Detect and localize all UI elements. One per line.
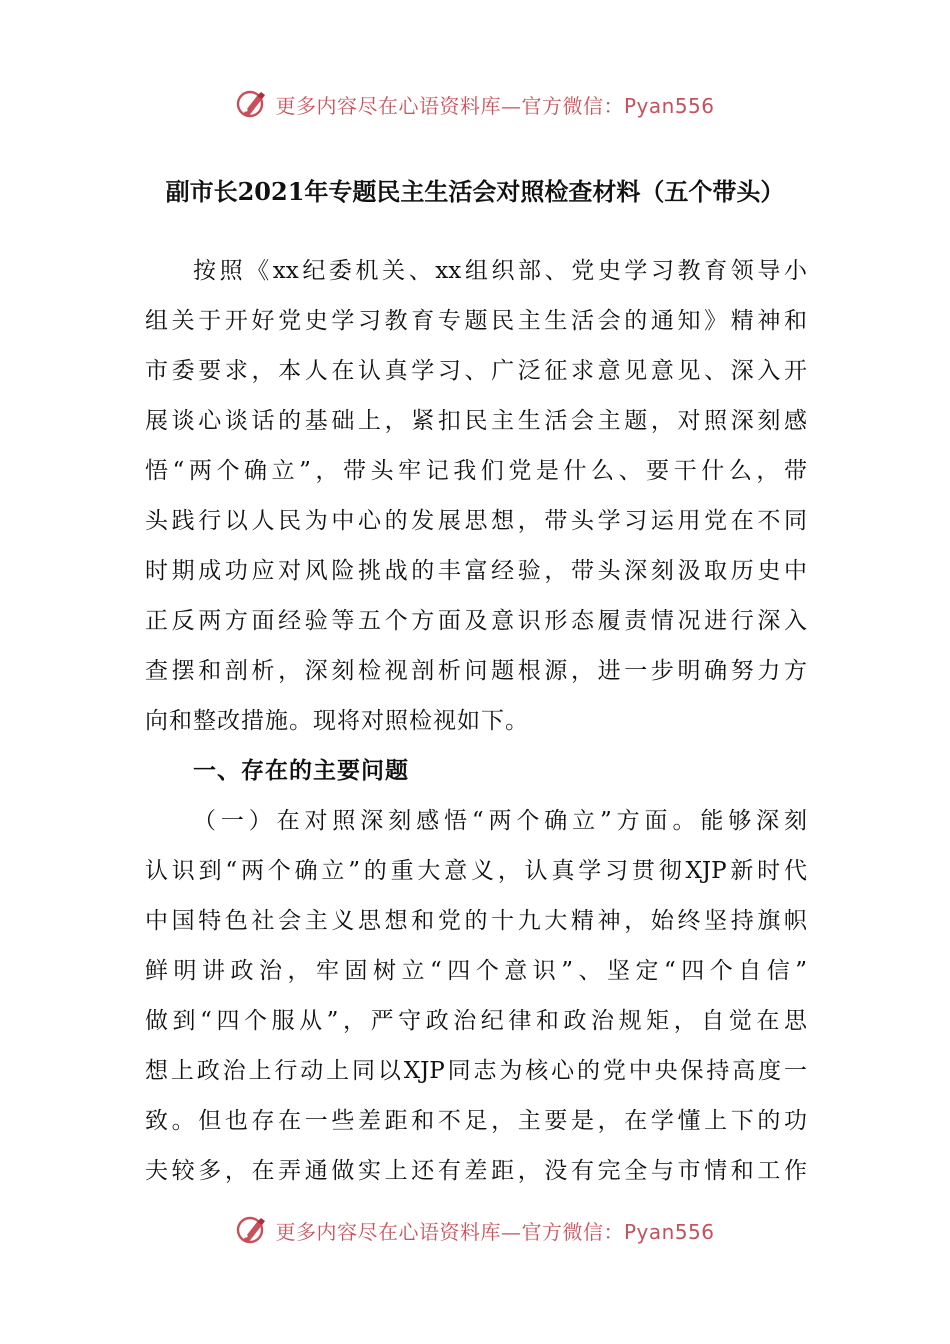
paragraph-line: 时期成功应对风险挑战的丰富经验，带头深刻汲取历史中 <box>145 558 807 584</box>
paragraph-line: 中国特色社会主义思想和党的十九大精神，始终坚持旗帜 <box>145 908 807 934</box>
paragraph-line: 悟“两个确立”，带头牢记我们党是什么、要干什么，带 <box>145 458 807 484</box>
paragraph-line: 展谈心谈话的基础上，紧扣民主生活会主题，对照深刻感 <box>145 408 807 434</box>
paragraph-line: 正反两方面经验等五个方面及意识形态履责情况进行深入 <box>145 608 807 634</box>
section-heading: 一、存在的主要问题 <box>193 758 409 784</box>
paragraph-line: 头践行以人民为中心的发展思想，带头学习运用党在不同 <box>145 508 807 534</box>
pen-nib-circle-icon <box>235 87 269 121</box>
watermark-banner-top <box>0 84 950 124</box>
paragraph-line: 市委要求，本人在认真学习、广泛征求意见意见、深入开 <box>145 358 807 384</box>
paragraph-line: 向和整改措施。现将对照检视如下。 <box>145 708 529 734</box>
watermark-wechat-id: Pyan556 <box>623 93 715 118</box>
watermark-wechat-id: Pyan556 <box>623 1219 715 1244</box>
watermark-banner-bottom <box>0 1210 950 1250</box>
paragraph-line: 认识到“两个确立”的重大意义，认真学习贯彻XJP新时代 <box>145 858 807 884</box>
paragraph-line: 夫较多，在弄通做实上还有差距，没有完全与市情和工作 <box>145 1158 807 1184</box>
watermark-text <box>275 90 714 119</box>
paragraph-line: 查摆和剖析，深刻检视剖析问题根源，进一步明确努力方 <box>145 658 807 684</box>
pen-nib-circle-icon <box>235 1213 269 1247</box>
paragraph-line: 致。但也存在一些差距和不足，主要是，在学懂上下的功 <box>145 1108 807 1134</box>
paragraph-line: 按照《xx纪委机关、xx组织部、党史学习教育领导小 <box>193 258 807 284</box>
paragraph-line: （一）在对照深刻感悟“两个确立”方面。能够深刻 <box>193 808 807 834</box>
watermark-label: 更多内容尽在心语资料库—官方微信： <box>275 93 624 118</box>
watermark-label: 更多内容尽在心语资料库—官方微信： <box>275 1219 624 1244</box>
watermark-text <box>275 1216 714 1245</box>
document-title: 副市长2021年专题民主生活会对照检查材料（五个带头） <box>165 177 785 206</box>
paragraph-line: 想上政治上行动上同以XJP同志为核心的党中央保持高度一 <box>145 1058 807 1084</box>
document-body <box>145 246 807 1196</box>
paragraph-line: 做到“四个服从”，严守政治纪律和政治规矩，自觉在思 <box>145 1008 807 1034</box>
paragraph-line: 组关于开好党史学习教育专题民主生活会的通知》精神和 <box>145 308 807 334</box>
paragraph-line: 鲜明讲政治，牢固树立“四个意识”、坚定“四个自信” <box>145 958 807 984</box>
